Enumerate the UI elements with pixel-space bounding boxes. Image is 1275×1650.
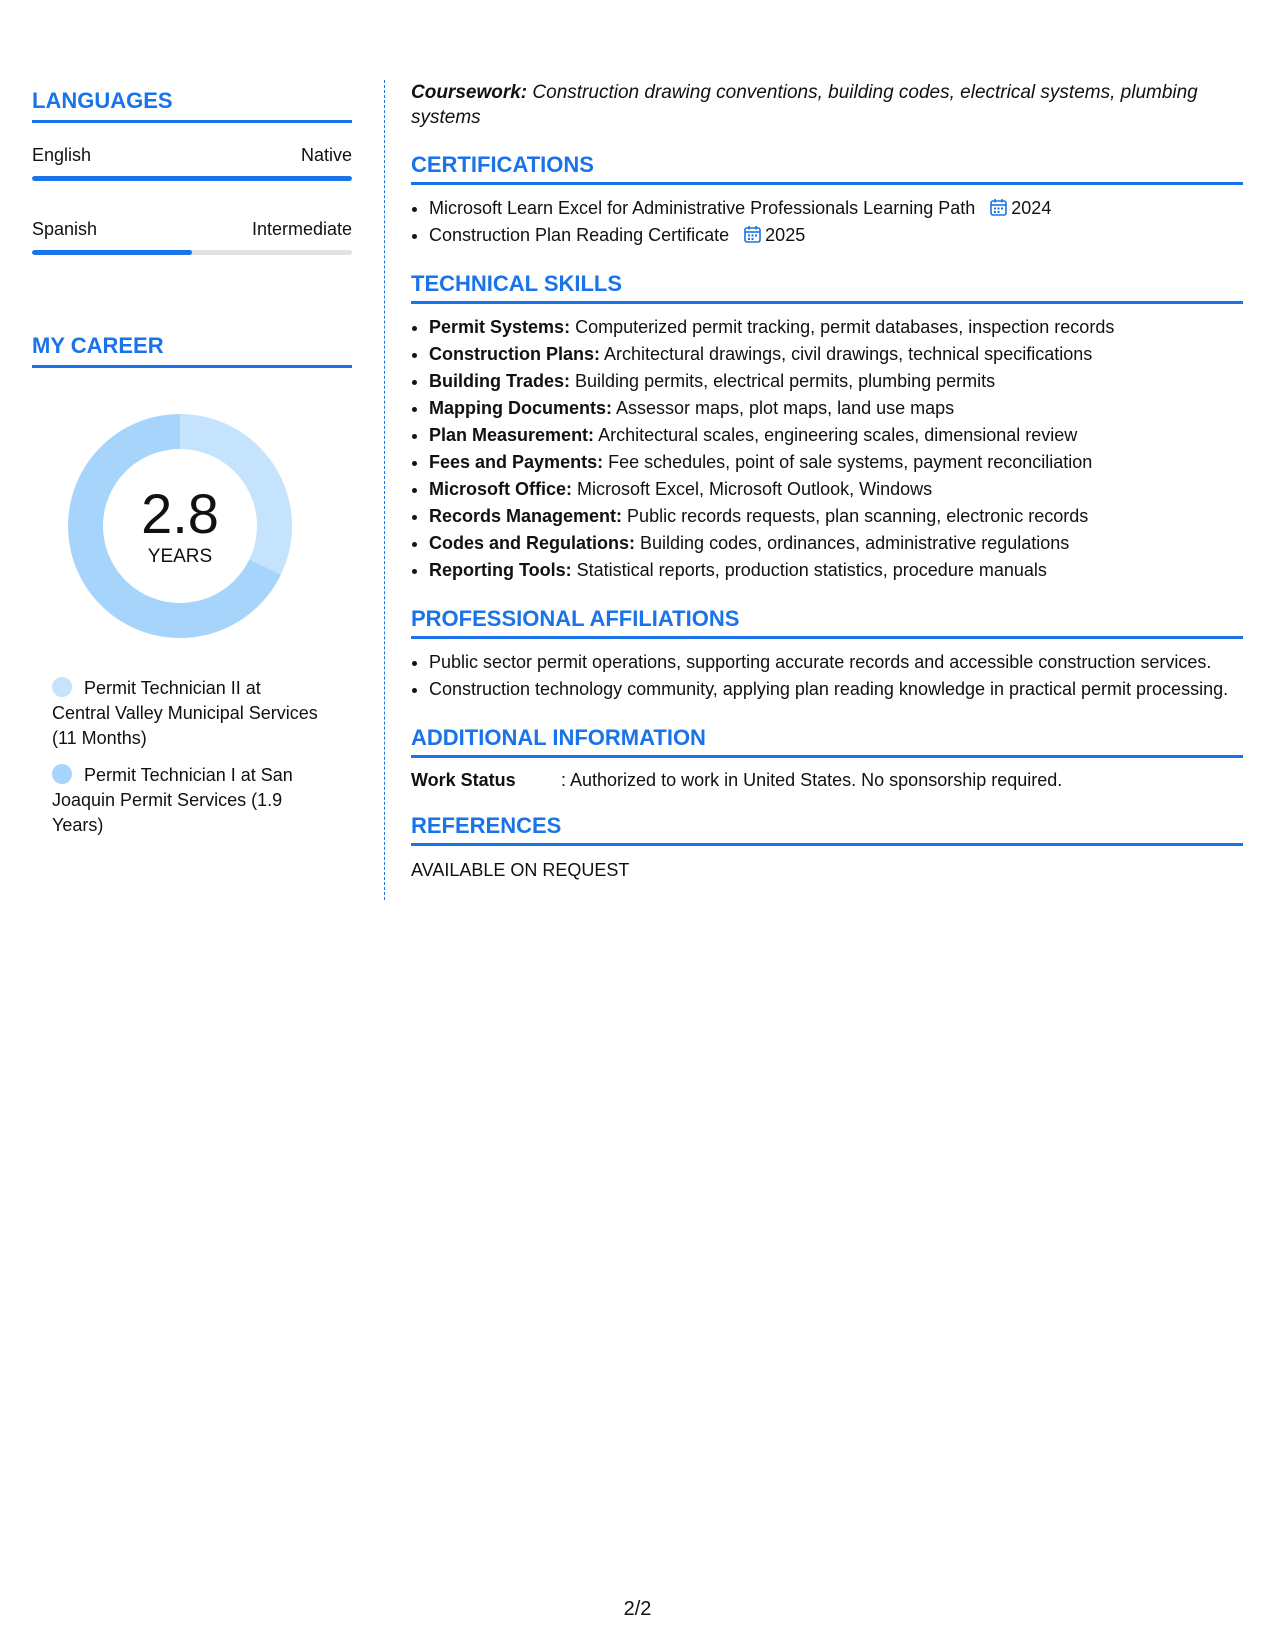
affiliation-item: • Construction technology community, applying plan reading knowledge in practical permit processing.	[429, 676, 1243, 703]
skill-item	[429, 422, 1243, 449]
certification-item	[429, 222, 1243, 249]
certification-year: 2024	[1011, 198, 1052, 218]
sidebar	[32, 88, 352, 850]
language-name: English	[32, 145, 92, 165]
additional-info-heading: ADDITIONAL INFORMATION	[411, 725, 1243, 758]
skill-text: Architectural scales, engineering scales, dimensional review	[594, 425, 1078, 445]
language-name: Spanish	[32, 219, 98, 239]
skill-label: Reporting Tools:	[429, 560, 572, 580]
skill-item	[429, 449, 1243, 476]
calendar-icon	[990, 198, 1007, 216]
certifications-list	[411, 195, 1243, 249]
career-total-unit: YEARS	[147, 546, 213, 567]
career-legend-label: Permit Technician II at Central Valley Municipal Services (11 Months)	[52, 678, 318, 748]
career-legend-label: Permit Technician I at San Joaquin Permit Services (1.9 Years)	[52, 765, 293, 835]
affiliations-section	[411, 606, 1243, 703]
language-proficiency-fill	[32, 176, 352, 181]
language-proficiency-bar	[32, 250, 352, 255]
skill-label: Microsoft Office:	[429, 479, 573, 499]
skill-label: Records Management:	[429, 506, 623, 526]
skill-item	[429, 395, 1243, 422]
main-content	[411, 80, 1243, 881]
skill-item	[429, 530, 1243, 557]
skills-list	[411, 314, 1243, 584]
certifications-heading: CERTIFICATIONS	[411, 152, 1243, 185]
skill-text: Statistical reports, production statistics, procedure manuals	[571, 560, 1047, 580]
work-status-row	[411, 770, 1243, 791]
skill-item	[429, 314, 1243, 341]
skill-text: Fee schedules, point of sale systems, payment reconciliation	[603, 452, 1093, 472]
legend-dot-icon	[52, 764, 72, 784]
skill-item	[429, 476, 1243, 503]
language-proficiency-bar	[32, 176, 352, 181]
skill-text: Assessor maps, plot maps, land use maps	[612, 398, 955, 418]
calendar-icon	[744, 225, 761, 243]
language-item	[32, 145, 352, 181]
skill-text: Building permits, electrical permits, plumbing permits	[570, 371, 996, 391]
skill-label: Fees and Payments:	[429, 452, 604, 472]
references-text: AVAILABLE ON REQUEST	[411, 860, 630, 880]
coursework-text: Construction drawing conventions, building codes, electrical systems, plumbing systems	[411, 82, 1198, 128]
coursework-label: Coursework:	[411, 82, 528, 103]
career-total-years: 2.8	[141, 482, 219, 545]
references-section	[411, 813, 1243, 881]
skill-text: Architectural drawings, civil drawings, technical specifications	[600, 344, 1093, 364]
certification-name: Construction Plan Reading Certificate	[429, 225, 730, 245]
skill-text: Building codes, ordinances, administrative regulations	[635, 533, 1070, 553]
skill-label: Plan Measurement:	[429, 425, 595, 445]
language-proficiency-fill	[32, 250, 192, 255]
coursework-line	[411, 80, 1243, 130]
references-heading: REFERENCES	[411, 813, 1243, 846]
affiliations-heading: PROFESSIONAL AFFILIATIONS	[411, 606, 1243, 639]
language-item	[32, 219, 352, 255]
skill-item	[429, 503, 1243, 530]
legend-dot-icon	[52, 677, 72, 697]
languages-heading: LANGUAGES	[32, 88, 352, 123]
additional-info-section	[411, 725, 1243, 791]
skill-text: Public records requests, plan scanning, electronic records	[622, 506, 1089, 526]
certifications-section	[411, 152, 1243, 249]
skill-label: Mapping Documents:	[429, 398, 612, 418]
technical-skills-section	[411, 271, 1243, 584]
affiliations-list	[411, 649, 1243, 703]
skill-text: Microsoft Excel, Microsoft Outlook, Windows	[572, 479, 933, 499]
skill-label: Codes and Regulations:	[429, 533, 636, 553]
certification-year: 2025	[765, 225, 806, 245]
work-status-label: Work Status	[411, 770, 516, 790]
career-heading: MY CAREER	[32, 333, 352, 368]
technical-skills-heading: TECHNICAL SKILLS	[411, 271, 1243, 304]
skill-label: Permit Systems:	[429, 317, 571, 337]
certification-item	[429, 195, 1243, 222]
career-legend-item	[52, 763, 322, 838]
skill-item	[429, 557, 1243, 584]
certification-name: Microsoft Learn Excel for Administrative Professionals Learning Path	[429, 198, 976, 218]
affiliation-item: • Public sector permit operations, supporting accurate records and accessible construction services.	[429, 649, 1243, 676]
career-legend-item	[52, 676, 322, 751]
skill-item	[429, 341, 1243, 368]
page-number: 2/2	[623, 1598, 652, 1620]
language-level: Intermediate	[251, 219, 352, 239]
language-level: Native	[300, 145, 352, 165]
skill-item	[429, 368, 1243, 395]
skill-text: Computerized permit tracking, permit databases, inspection records	[570, 317, 1115, 337]
career-donut-chart	[66, 412, 294, 640]
column-divider	[384, 80, 385, 900]
skill-label: Building Trades:	[429, 371, 571, 391]
skill-label: Construction Plans:	[429, 344, 601, 364]
work-status-value: : Authorized to work in United States. No sponsorship required.	[561, 770, 1063, 790]
career-legend	[52, 676, 322, 838]
